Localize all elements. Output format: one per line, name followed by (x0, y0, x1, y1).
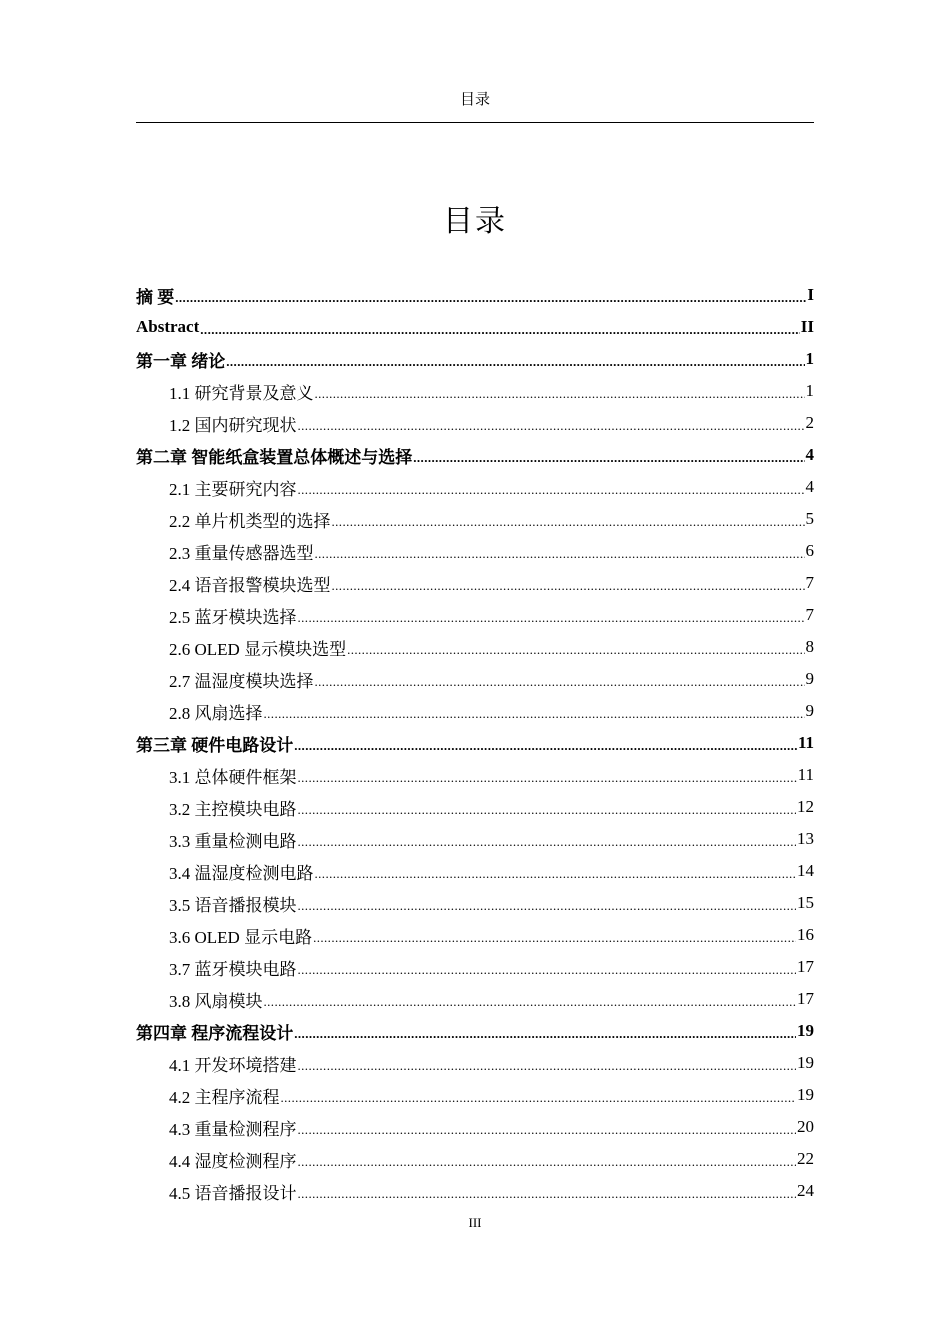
toc-entry-page: 4 (805, 445, 814, 464)
toc-section-entry[interactable] (136, 1175, 814, 1207)
toc-section-entry[interactable] (136, 567, 814, 599)
toc-section-entry[interactable] (136, 663, 814, 695)
toc-dot-leader (226, 356, 804, 366)
toc-entry-page: 8 (805, 637, 814, 656)
toc-section-entry[interactable] (136, 919, 814, 951)
toc-dot-leader (315, 868, 797, 878)
toc-section-entry[interactable] (136, 983, 814, 1015)
toc-dot-leader (175, 292, 806, 302)
toc-entry-label: 第四章 程序流程设计 (136, 1023, 294, 1043)
toc-dot-leader (313, 932, 796, 942)
toc-entry-label: 2.4 语音报警模块选型 (169, 575, 331, 595)
toc-dot-leader (413, 452, 804, 462)
toc-chapter-entry[interactable] (136, 439, 814, 471)
toc-dot-leader (298, 1156, 797, 1166)
toc-dot-leader (315, 388, 805, 398)
toc-entry-page: 1 (805, 381, 814, 400)
toc-entry-page: 5 (805, 509, 814, 528)
toc-dot-leader (298, 900, 797, 910)
running-header: 目录 (459, 92, 490, 108)
toc-entry-label: 4.3 重量检测程序 (169, 1119, 297, 1139)
toc-entry-label: 4.4 湿度检测程序 (169, 1151, 297, 1171)
toc-entry-page: 24 (797, 1181, 814, 1200)
toc-dot-leader (298, 612, 805, 622)
toc-entry-page: 12 (797, 797, 814, 816)
toc-dot-leader (298, 804, 797, 814)
toc-chapter-entry[interactable] (136, 279, 814, 311)
toc-entry-label: 4.2 主程序流程 (169, 1087, 280, 1107)
header-divider (136, 122, 814, 123)
toc-dot-leader (298, 1124, 797, 1134)
toc-entry-label: 摘 要 (136, 287, 175, 307)
toc-chapter-entry[interactable] (136, 311, 814, 343)
toc-entry-label: 4.1 开发环境搭建 (169, 1055, 297, 1075)
toc-entry-page: 19 (797, 1085, 814, 1104)
toc-entry-page: 11 (797, 733, 814, 752)
toc-dot-leader (298, 484, 805, 494)
toc-entry-page: 9 (805, 701, 814, 720)
table-of-contents (136, 279, 814, 1207)
toc-dot-leader (315, 548, 805, 558)
toc-entry-page: 20 (797, 1117, 814, 1136)
toc-section-entry[interactable] (136, 471, 814, 503)
toc-dot-leader (264, 708, 805, 718)
toc-entry-page: 19 (797, 1021, 814, 1040)
toc-entry-label: 1.2 国内研究现状 (169, 415, 297, 435)
toc-chapter-entry[interactable] (136, 1015, 814, 1047)
toc-entry-page: 22 (797, 1149, 814, 1168)
toc-chapter-entry[interactable] (136, 727, 814, 759)
toc-entry-page: 9 (805, 669, 814, 688)
toc-section-entry[interactable] (136, 375, 814, 407)
toc-entry-page: 14 (797, 861, 814, 880)
toc-section-entry[interactable] (136, 887, 814, 919)
toc-entry-label: 2.8 风扇选择 (169, 703, 263, 723)
toc-entry-label: 2.5 蓝牙模块选择 (169, 607, 297, 627)
toc-section-entry[interactable] (136, 1111, 814, 1143)
toc-section-entry[interactable] (136, 791, 814, 823)
toc-section-entry[interactable] (136, 407, 814, 439)
toc-entry-label: 第二章 智能纸盒装置总体概述与选择 (136, 447, 413, 467)
toc-entry-label: 2.2 单片机类型的选择 (169, 511, 331, 531)
toc-entry-page: 19 (797, 1053, 814, 1072)
toc-section-entry[interactable] (136, 1079, 814, 1111)
toc-dot-leader (294, 740, 797, 750)
toc-section-entry[interactable] (136, 1143, 814, 1175)
toc-entry-label: Abstract (136, 317, 200, 336)
toc-entry-label: 第一章 绪论 (136, 351, 226, 371)
toc-section-entry[interactable] (136, 1047, 814, 1079)
toc-dot-leader (298, 1060, 797, 1070)
toc-section-entry[interactable] (136, 631, 814, 663)
toc-dot-leader (294, 1028, 796, 1038)
toc-entry-label: 3.5 语音播报模块 (169, 895, 297, 915)
toc-section-entry[interactable] (136, 951, 814, 983)
toc-entry-page: 11 (797, 765, 814, 784)
toc-dot-leader (298, 836, 797, 846)
toc-entry-page: 13 (797, 829, 814, 848)
toc-entry-label: 2.3 重量传感器选型 (169, 543, 314, 563)
toc-dot-leader (332, 580, 805, 590)
toc-entry-label: 2.7 温湿度模块选择 (169, 671, 314, 691)
toc-dot-leader (281, 1092, 797, 1102)
toc-entry-label: 2.6 OLED 显示模块选型 (169, 639, 347, 659)
toc-entry-label: 3.6 OLED 显示电路 (169, 927, 313, 947)
page-number: III (468, 1215, 482, 1230)
toc-dot-leader (264, 996, 797, 1006)
toc-entry-label: 3.4 温湿度检测电路 (169, 863, 314, 883)
toc-entry-page: 17 (797, 989, 814, 1008)
toc-section-entry[interactable] (136, 503, 814, 535)
toc-dot-leader (298, 772, 797, 782)
toc-entry-page: I (807, 285, 814, 304)
toc-dot-leader (332, 516, 805, 526)
toc-entry-page: 1 (805, 349, 814, 368)
toc-title: 目录 (443, 204, 507, 239)
toc-entry-label: 3.7 蓝牙模块电路 (169, 959, 297, 979)
toc-dot-leader (298, 964, 797, 974)
toc-entry-label: 3.3 重量检测电路 (169, 831, 297, 851)
toc-section-entry[interactable] (136, 695, 814, 727)
toc-dot-leader (298, 420, 805, 430)
toc-section-entry[interactable] (136, 759, 814, 791)
toc-entry-label: 4.5 语音播报设计 (169, 1183, 297, 1203)
toc-entry-label: 1.1 研究背景及意义 (169, 383, 314, 403)
toc-dot-leader (200, 324, 800, 334)
toc-entry-label: 3.8 风扇模块 (169, 991, 263, 1011)
toc-entry-label: 2.1 主要研究内容 (169, 479, 297, 499)
toc-entry-page: 15 (797, 893, 814, 912)
toc-chapter-entry[interactable] (136, 343, 814, 375)
toc-section-entry[interactable] (136, 855, 814, 887)
toc-entry-page: 17 (797, 957, 814, 976)
toc-dot-leader (315, 676, 805, 686)
toc-entry-label: 3.1 总体硬件框架 (169, 767, 297, 787)
toc-section-entry[interactable] (136, 823, 814, 855)
toc-entry-page: 2 (805, 413, 814, 432)
toc-entry-label: 3.2 主控模块电路 (169, 799, 297, 819)
toc-entry-page: 4 (805, 477, 814, 496)
toc-section-entry[interactable] (136, 535, 814, 567)
toc-entry-page: 7 (805, 605, 814, 624)
toc-dot-leader (347, 644, 804, 654)
toc-entry-page: II (800, 317, 814, 336)
toc-section-entry[interactable] (136, 599, 814, 631)
toc-entry-page: 7 (805, 573, 814, 592)
toc-entry-page: 6 (805, 541, 814, 560)
toc-entry-page: 16 (797, 925, 814, 944)
toc-dot-leader (298, 1188, 797, 1198)
toc-entry-label: 第三章 硬件电路设计 (136, 735, 294, 755)
